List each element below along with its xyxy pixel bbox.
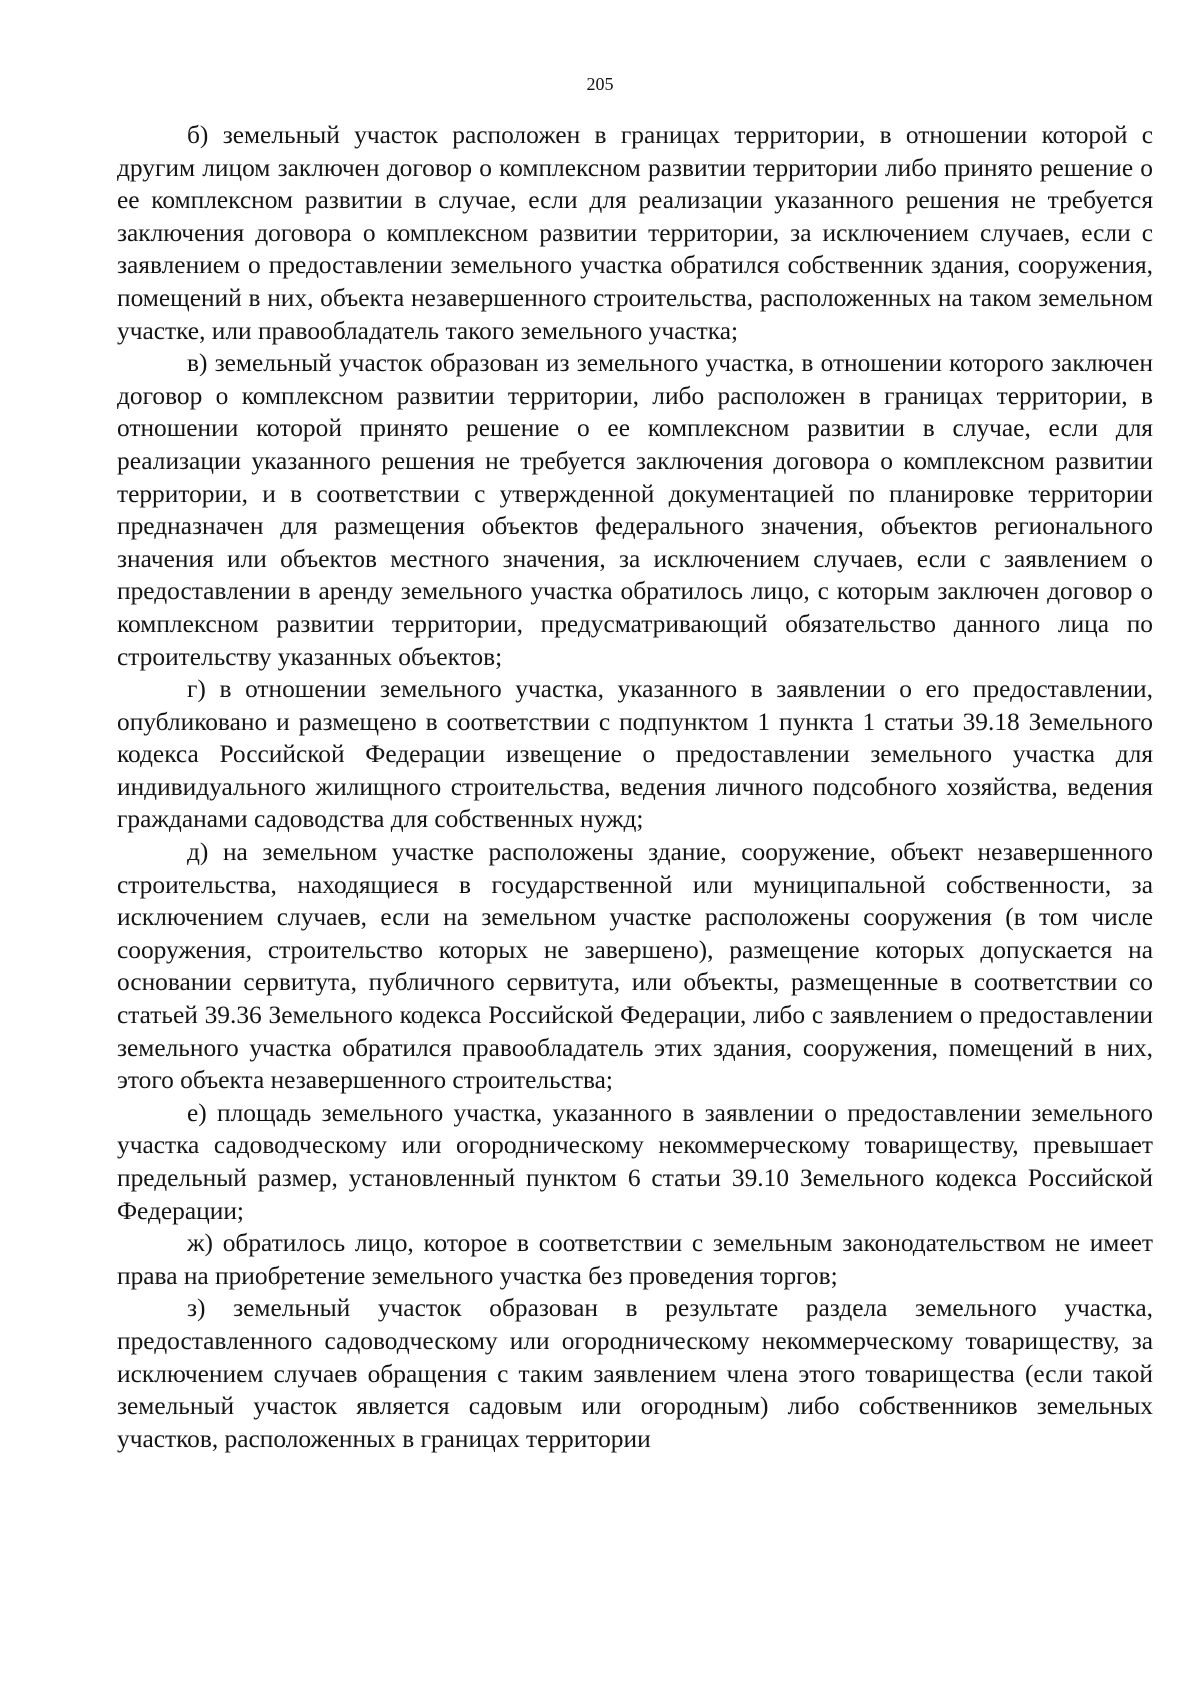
paragraph-d: д) на земельном участке расположены здание, сооружение, объект незавершенного строительства, находящиеся в государственной или муниципальной собственности, за исключением случаев, если на земельном участке расположены сооружения (в том числе сооружения, строительство которых не завершено), размещение которых допускается на основании сервитута, публичного сервитута, или объекты, размещенные в соответствии со статьей 39.36 Земельного кодекса Российской Федерации, либо с заявлением о предоставлении земельного участка обратился правообладатель этих здания, сооружения, помещений в них, этого объекта незавершенного строительства; (117, 838, 1153, 1095)
paragraph-zh: ж) обратилось лицо, которое в соответствии с земельным законодательством не имеет права на приобретение земельного участка без проведения торгов; (117, 1229, 1153, 1290)
paragraph-e: е) площадь земельного участка, указанного в заявлении о предоставлении земельного участка садоводческому или огородническому некоммерческому товариществу, превышает предельный размер, установленный пунктом 6 статьи 39.10 Земельного кодекса Российской Федерации; (117, 1098, 1153, 1225)
paragraph-g: г) в отношении земельного участка, указанного в заявлении о его предоставлении, опубликовано и размещено в соответствии с подпунктом 1 пункта 1 статьи 39.18 Земельного кодекса Российской Федерации извещение о предоставлении земельного участка для индивидуального жилищного строительства, ведения личного подсобного хозяйства, ведения гражданами садоводства для собственных нужд; (117, 675, 1153, 834)
paragraph-b: б) земельный участок расположен в границах территории, в отношении которой с другим лицом заключен договор о комплексном развитии территории либо принято решение о ее комплексном развитии в случае, если для реализации указанного решения не требуется заключения договора о комплексном развитии территории, за исключением случаев, если с заявлением о предоставлении земельного участка обратился собственник здания, сооружения, помещений в них, объекта незавершенного строительства, расположенных на таком земельном участке, или правообладатель такого земельного участка; (117, 121, 1153, 345)
page-number: 205 (586, 74, 614, 94)
paragraph-v: в) земельный участок образован из земельного участка, в отношении которого заключен договор о комплексном развитии территории, либо расположен в границах территории, в отношении которой принято решение о ее комплексном развитии в случае, если для реализации указанного решения не требуется заключения договора о комплексном развитии территории, и в соответствии с утвержденной документацией по планировке территории предназначен для размещения объектов федерального значения, объектов регионального значения или объектов местного значения, за исключением случаев, если с заявлением о предоставлении в аренду земельного участка обратилось лицо, с которым заключен договор о комплексном развитии территории, предусматривающий обязательство данного лица по строительству указанных объектов; (117, 349, 1153, 671)
document-body (117, 119, 1153, 1455)
paragraph-z: з) земельный участок образован в результате раздела земельного участка, предоставленного садоводческому или огородническому некоммерческому товариществу, за исключением случаев обращения с таким заявлением члена этого товарищества (если такой земельный участок является садовым или огородным) либо собственников земельных участков, расположенных в границах территории (117, 1294, 1153, 1453)
